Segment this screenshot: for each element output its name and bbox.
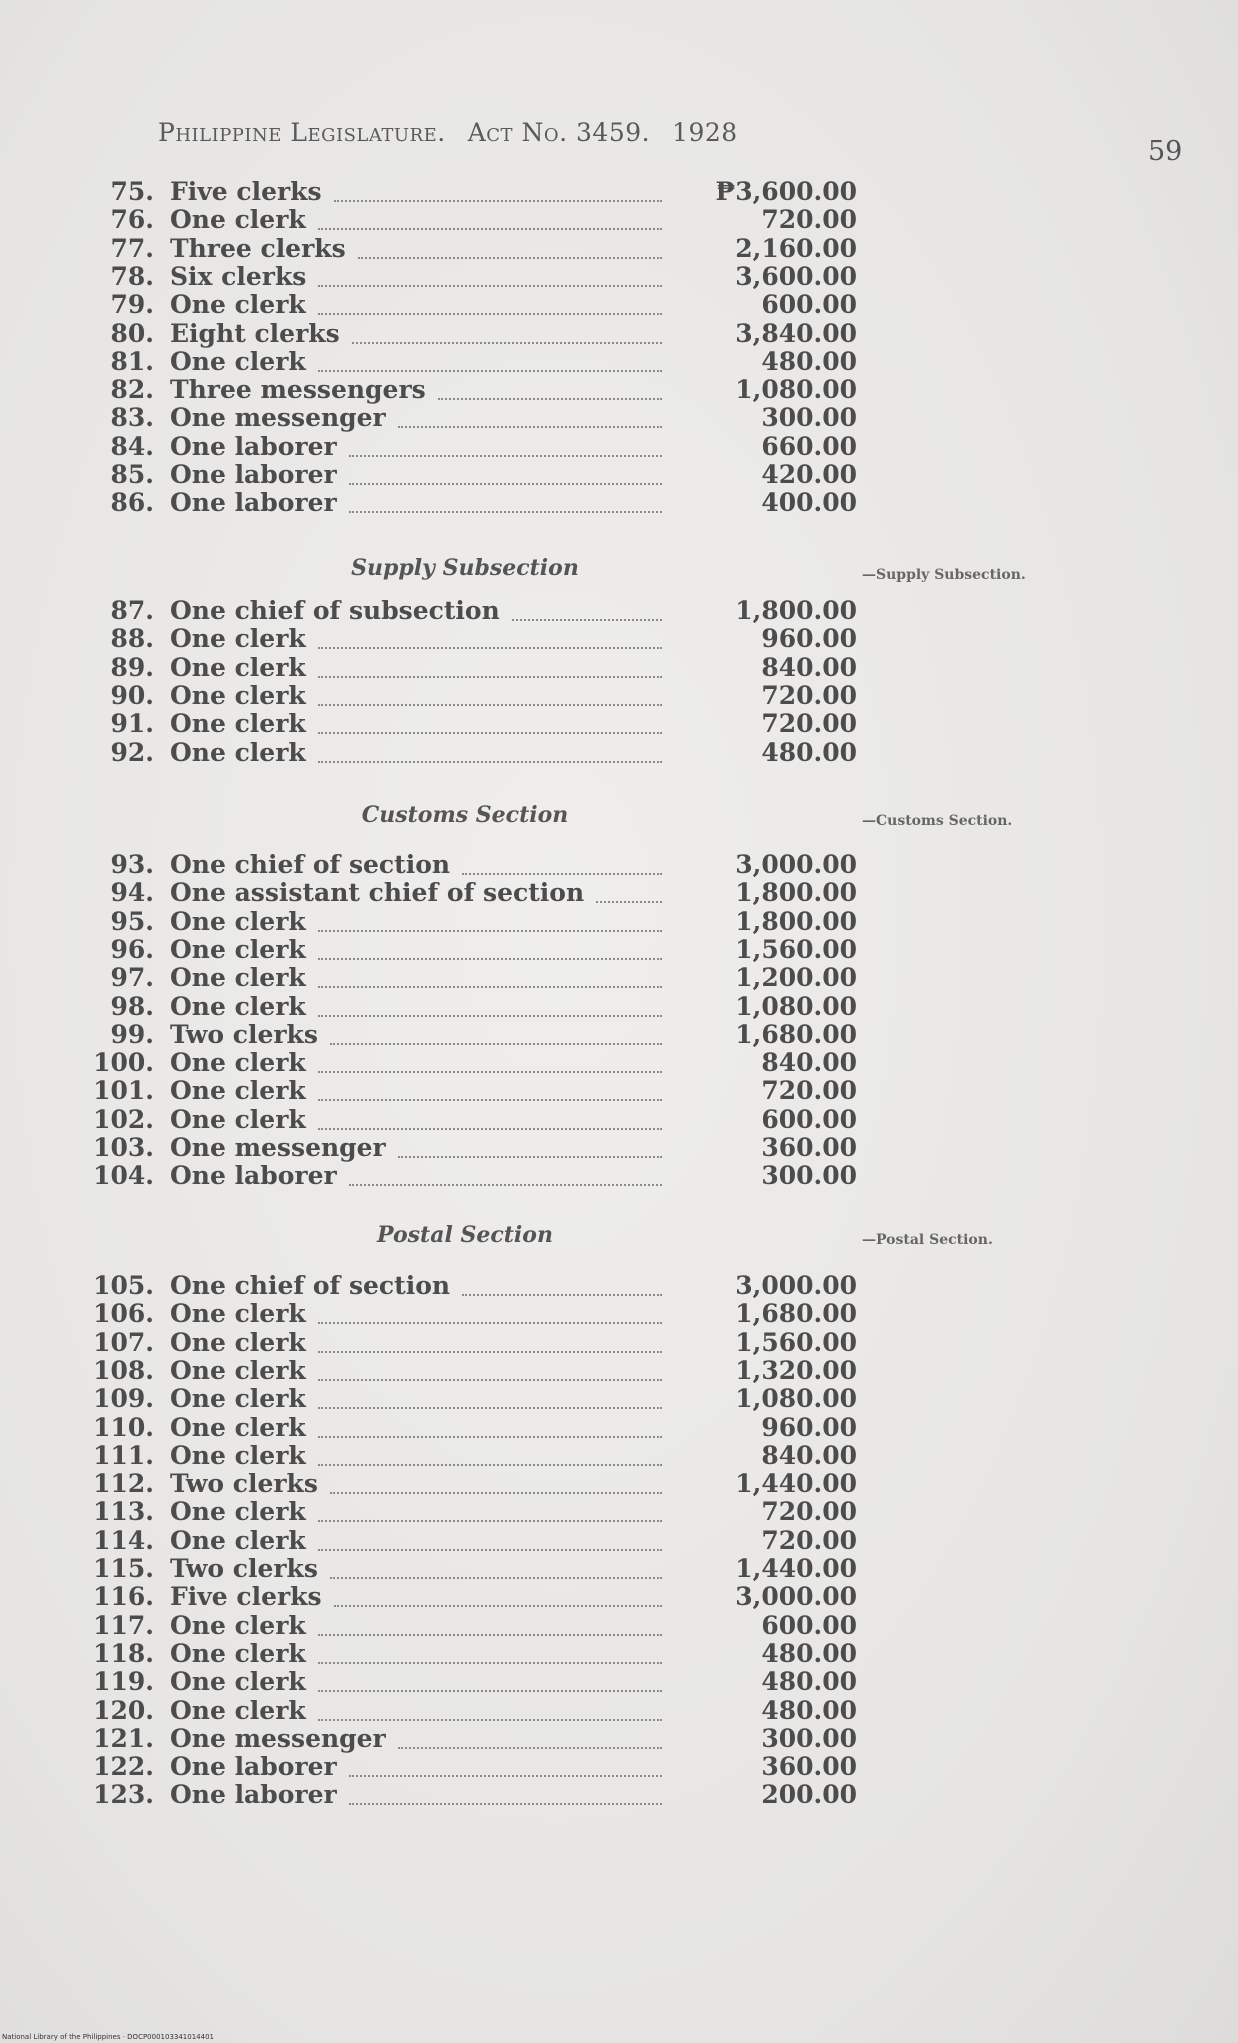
item-number: 121. bbox=[93, 1723, 154, 1753]
section-heading: Postal Section bbox=[377, 1222, 553, 1248]
item-number: 77. bbox=[110, 233, 154, 263]
line-item bbox=[0, 1612, 1238, 1640]
dot-leader bbox=[398, 1154, 662, 1158]
item-description: One clerk bbox=[170, 290, 306, 320]
header-act: Act No. 3459. bbox=[467, 118, 651, 147]
section-heading: Customs Section bbox=[361, 802, 569, 828]
item-number: 116. bbox=[93, 1582, 154, 1612]
item-number: 98. bbox=[110, 991, 154, 1021]
scan-credit: National Library of the Philippines · DOCP000103341014401 bbox=[2, 2033, 214, 2041]
item-amount: 3,600.00 bbox=[735, 261, 857, 291]
item-amount: 300.00 bbox=[761, 1161, 857, 1191]
item-amount: 600.00 bbox=[761, 1104, 857, 1134]
line-item bbox=[0, 489, 1238, 517]
line-item bbox=[0, 1725, 1238, 1753]
item-amount: 720.00 bbox=[761, 1076, 857, 1106]
dot-leader bbox=[318, 1688, 662, 1692]
dot-leader bbox=[349, 1801, 662, 1805]
item-description: One clerk bbox=[170, 680, 306, 710]
line-item bbox=[0, 1329, 1238, 1357]
item-number: 82. bbox=[110, 375, 154, 405]
item-number: 106. bbox=[93, 1299, 154, 1329]
dot-leader bbox=[352, 340, 662, 344]
dot-leader bbox=[330, 1490, 662, 1494]
item-number: 108. bbox=[93, 1355, 154, 1385]
item-number: 93. bbox=[110, 850, 154, 879]
page-number: 59 bbox=[1148, 136, 1183, 167]
line-item bbox=[0, 1162, 1238, 1190]
item-description: Eight clerks bbox=[170, 318, 340, 348]
item-description: One clerk bbox=[170, 991, 306, 1021]
item-description: One clerk bbox=[170, 1327, 306, 1357]
item-description: One clerk bbox=[170, 709, 306, 739]
item-description: One messenger bbox=[170, 403, 386, 433]
dot-leader bbox=[330, 1041, 662, 1045]
item-number: 97. bbox=[110, 963, 154, 993]
item-number: 117. bbox=[93, 1610, 154, 1640]
item-amount: 480.00 bbox=[761, 346, 857, 376]
item-number: 101. bbox=[93, 1076, 154, 1106]
line-item bbox=[0, 1640, 1238, 1668]
item-amount: 1,680.00 bbox=[735, 1299, 857, 1329]
dot-leader bbox=[398, 424, 662, 428]
item-amount: 400.00 bbox=[761, 488, 857, 518]
dot-leader bbox=[318, 645, 662, 649]
margin-note: —Supply Subsection. bbox=[862, 567, 1026, 583]
item-number: 109. bbox=[93, 1384, 154, 1414]
dot-leader bbox=[330, 1575, 662, 1579]
line-item bbox=[0, 1077, 1238, 1105]
line-item bbox=[0, 1357, 1238, 1385]
line-item bbox=[0, 320, 1238, 348]
line-item bbox=[0, 1583, 1238, 1611]
item-number: 114. bbox=[93, 1525, 154, 1555]
line-item bbox=[0, 1272, 1238, 1300]
item-description: One laborer bbox=[170, 1161, 337, 1191]
dot-leader bbox=[318, 1632, 662, 1636]
item-number: 81. bbox=[110, 346, 154, 376]
dot-leader bbox=[349, 1182, 662, 1186]
line-item bbox=[0, 1021, 1238, 1049]
line-item bbox=[0, 625, 1238, 653]
item-amount: 360.00 bbox=[761, 1133, 857, 1162]
line-item bbox=[0, 1106, 1238, 1134]
dot-leader bbox=[334, 198, 662, 202]
item-number: 111. bbox=[93, 1440, 154, 1470]
line-item bbox=[0, 1300, 1238, 1328]
dot-leader bbox=[318, 1405, 662, 1409]
line-item bbox=[0, 1385, 1238, 1413]
dot-leader bbox=[318, 702, 662, 706]
item-number: 107. bbox=[93, 1327, 154, 1357]
item-amount: 840.00 bbox=[761, 1048, 857, 1078]
item-number: 112. bbox=[93, 1469, 154, 1499]
line-item bbox=[0, 461, 1238, 489]
item-number: 84. bbox=[110, 431, 154, 461]
item-description: One assistant chief of section bbox=[170, 878, 585, 908]
item-amount: 3,000.00 bbox=[735, 1271, 857, 1300]
line-item bbox=[0, 1498, 1238, 1526]
item-amount: 600.00 bbox=[761, 1610, 857, 1640]
dot-leader bbox=[358, 255, 662, 259]
dot-leader bbox=[318, 1518, 662, 1522]
section-heading: Supply Subsection bbox=[351, 555, 579, 581]
margin-note: —Postal Section. bbox=[862, 1232, 993, 1248]
item-description: One laborer bbox=[170, 431, 337, 461]
dot-leader bbox=[318, 1434, 662, 1438]
item-amount: 720.00 bbox=[761, 1525, 857, 1555]
item-amount: 1,080.00 bbox=[735, 991, 857, 1021]
item-amount: 480.00 bbox=[761, 1695, 857, 1725]
item-number: 92. bbox=[110, 737, 154, 767]
line-item bbox=[0, 263, 1238, 291]
line-item bbox=[0, 1134, 1238, 1162]
dot-leader bbox=[398, 1745, 662, 1749]
line-item bbox=[0, 993, 1238, 1021]
line-item bbox=[0, 682, 1238, 710]
line-item bbox=[0, 1442, 1238, 1470]
item-description: One clerk bbox=[170, 624, 306, 654]
dot-leader bbox=[318, 1013, 662, 1017]
line-item bbox=[0, 739, 1238, 767]
item-amount: 960.00 bbox=[761, 1412, 857, 1442]
line-item bbox=[0, 376, 1238, 404]
line-item bbox=[0, 1753, 1238, 1781]
item-description: One laborer bbox=[170, 488, 337, 518]
item-amount: 420.00 bbox=[761, 460, 857, 489]
line-item bbox=[0, 433, 1238, 461]
item-amount: ₱3,600.00 bbox=[715, 177, 857, 206]
item-amount: 1,080.00 bbox=[735, 375, 857, 405]
item-number: 80. bbox=[110, 318, 154, 348]
line-item bbox=[0, 291, 1238, 319]
item-description: One clerk bbox=[170, 1638, 306, 1668]
dot-leader bbox=[318, 1717, 662, 1721]
item-number: 87. bbox=[110, 596, 154, 625]
line-item bbox=[0, 1781, 1238, 1809]
item-description: One clerk bbox=[170, 346, 306, 376]
dot-leader bbox=[318, 984, 662, 988]
item-number: 90. bbox=[110, 680, 154, 710]
dot-leader bbox=[462, 871, 662, 875]
item-number: 95. bbox=[110, 906, 154, 936]
item-description: Three messengers bbox=[170, 375, 426, 405]
dot-leader bbox=[462, 1292, 662, 1296]
item-amount: 300.00 bbox=[761, 403, 857, 433]
item-amount: 660.00 bbox=[761, 431, 857, 461]
running-header bbox=[158, 118, 738, 147]
dot-leader bbox=[318, 368, 662, 372]
item-amount: 1,440.00 bbox=[735, 1554, 857, 1583]
item-number: 103. bbox=[93, 1133, 154, 1162]
item-description: One clerk bbox=[170, 1048, 306, 1078]
item-description: One clerk bbox=[170, 652, 306, 682]
dot-leader bbox=[318, 1349, 662, 1353]
item-amount: 200.00 bbox=[761, 1780, 857, 1810]
item-description: One clerk bbox=[170, 1384, 306, 1414]
item-number: 89. bbox=[110, 652, 154, 682]
dot-leader bbox=[318, 1462, 662, 1466]
line-item bbox=[0, 964, 1238, 992]
item-description: Three clerks bbox=[170, 233, 346, 263]
item-description: One clerk bbox=[170, 1667, 306, 1697]
dot-leader bbox=[318, 674, 662, 678]
dot-leader bbox=[438, 396, 662, 400]
item-amount: 1,200.00 bbox=[735, 963, 857, 993]
line-item bbox=[0, 1555, 1238, 1583]
item-description: One laborer bbox=[170, 1752, 337, 1782]
item-amount: 720.00 bbox=[761, 1497, 857, 1527]
dot-leader bbox=[349, 453, 662, 457]
dot-leader bbox=[349, 481, 662, 485]
item-number: 86. bbox=[110, 488, 154, 518]
header-year: 1928 bbox=[672, 118, 738, 147]
dot-leader bbox=[318, 311, 662, 315]
item-amount: 3,000.00 bbox=[735, 1582, 857, 1612]
item-amount: 1,560.00 bbox=[735, 934, 857, 964]
dot-leader bbox=[318, 928, 662, 932]
line-item bbox=[0, 1414, 1238, 1442]
item-description: One clerk bbox=[170, 1695, 306, 1725]
item-amount: 1,080.00 bbox=[735, 1384, 857, 1414]
dot-leader bbox=[512, 617, 662, 621]
item-amount: 1,560.00 bbox=[735, 1327, 857, 1357]
item-amount: 480.00 bbox=[761, 1638, 857, 1668]
item-description: One chief of section bbox=[170, 1271, 451, 1300]
item-number: 78. bbox=[110, 261, 154, 291]
item-amount: 3,840.00 bbox=[735, 318, 857, 348]
line-item bbox=[0, 348, 1238, 376]
item-amount: 840.00 bbox=[761, 1440, 857, 1470]
header-legislature: Philippine Legislature. bbox=[158, 118, 446, 147]
item-number: 122. bbox=[93, 1752, 154, 1782]
dot-leader bbox=[318, 226, 662, 230]
line-item bbox=[0, 1470, 1238, 1498]
line-item bbox=[0, 235, 1238, 263]
dot-leader bbox=[318, 1126, 662, 1130]
line-item bbox=[0, 1697, 1238, 1725]
item-amount: 1,680.00 bbox=[735, 1019, 857, 1049]
dot-leader bbox=[318, 1097, 662, 1101]
item-description: One clerk bbox=[170, 1076, 306, 1106]
line-item bbox=[0, 206, 1238, 234]
item-number: 99. bbox=[110, 1019, 154, 1049]
item-description: Two clerks bbox=[170, 1554, 318, 1583]
item-number: 91. bbox=[110, 709, 154, 739]
item-amount: 480.00 bbox=[761, 1667, 857, 1697]
item-amount: 960.00 bbox=[761, 624, 857, 654]
item-description: One clerk bbox=[170, 1525, 306, 1555]
item-amount: 720.00 bbox=[761, 680, 857, 710]
dot-leader bbox=[318, 283, 662, 287]
item-number: 115. bbox=[93, 1554, 154, 1583]
margin-note: —Customs Section. bbox=[862, 813, 1013, 829]
item-amount: 1,320.00 bbox=[735, 1355, 857, 1385]
item-number: 75. bbox=[110, 177, 154, 206]
item-number: 94. bbox=[110, 878, 154, 908]
item-number: 123. bbox=[93, 1780, 154, 1810]
item-amount: 720.00 bbox=[761, 205, 857, 235]
item-description: One clerk bbox=[170, 906, 306, 936]
item-number: 83. bbox=[110, 403, 154, 433]
item-amount: 1,800.00 bbox=[735, 878, 857, 908]
item-description: One laborer bbox=[170, 1780, 337, 1810]
item-description: Five clerks bbox=[170, 1582, 322, 1612]
dot-leader bbox=[349, 1773, 662, 1777]
line-item bbox=[0, 908, 1238, 936]
dot-leader bbox=[318, 1377, 662, 1381]
item-amount: 300.00 bbox=[761, 1723, 857, 1753]
line-item bbox=[0, 1049, 1238, 1077]
item-amount: 600.00 bbox=[761, 290, 857, 320]
item-description: One clerk bbox=[170, 1610, 306, 1640]
item-description: One clerk bbox=[170, 963, 306, 993]
item-description: One clerk bbox=[170, 1104, 306, 1134]
dot-leader bbox=[596, 899, 662, 903]
item-number: 100. bbox=[93, 1048, 154, 1078]
item-amount: 1,800.00 bbox=[735, 906, 857, 936]
item-amount: 480.00 bbox=[761, 737, 857, 767]
line-item bbox=[0, 710, 1238, 738]
item-number: 118. bbox=[93, 1638, 154, 1668]
line-item bbox=[0, 404, 1238, 432]
line-item bbox=[0, 1527, 1238, 1555]
item-amount: 360.00 bbox=[761, 1752, 857, 1782]
dot-leader bbox=[349, 509, 662, 513]
item-number: 120. bbox=[93, 1695, 154, 1725]
item-description: One clerk bbox=[170, 934, 306, 964]
line-item bbox=[0, 851, 1238, 879]
dot-leader bbox=[318, 1069, 662, 1073]
item-amount: 1,440.00 bbox=[735, 1469, 857, 1499]
line-item bbox=[0, 178, 1238, 206]
item-description: One clerk bbox=[170, 1299, 306, 1329]
item-description: One clerk bbox=[170, 1497, 306, 1527]
item-description: One clerk bbox=[170, 1440, 306, 1470]
item-description: One clerk bbox=[170, 205, 306, 235]
line-item bbox=[0, 879, 1238, 907]
item-number: 85. bbox=[110, 460, 154, 489]
item-description: Two clerks bbox=[170, 1469, 318, 1499]
item-description: One chief of section bbox=[170, 850, 451, 879]
item-description: Six clerks bbox=[170, 261, 307, 291]
dot-leader bbox=[318, 956, 662, 960]
item-number: 96. bbox=[110, 934, 154, 964]
item-description: One messenger bbox=[170, 1133, 386, 1162]
item-number: 119. bbox=[93, 1667, 154, 1697]
dot-leader bbox=[318, 730, 662, 734]
item-amount: 840.00 bbox=[761, 652, 857, 682]
item-number: 102. bbox=[93, 1104, 154, 1134]
item-description: Two clerks bbox=[170, 1019, 318, 1049]
item-number: 104. bbox=[93, 1161, 154, 1191]
item-number: 113. bbox=[93, 1497, 154, 1527]
item-description: Five clerks bbox=[170, 177, 322, 206]
line-item bbox=[0, 1668, 1238, 1696]
dot-leader bbox=[318, 759, 662, 763]
dot-leader bbox=[318, 1660, 662, 1664]
item-description: One chief of subsection bbox=[170, 596, 500, 625]
item-description: One clerk bbox=[170, 737, 306, 767]
item-description: One clerk bbox=[170, 1355, 306, 1385]
item-amount: 2,160.00 bbox=[735, 233, 857, 263]
line-item bbox=[0, 597, 1238, 625]
item-number: 110. bbox=[93, 1412, 154, 1442]
item-number: 88. bbox=[110, 624, 154, 654]
line-item bbox=[0, 654, 1238, 682]
line-item bbox=[0, 936, 1238, 964]
dot-leader bbox=[334, 1603, 662, 1607]
item-number: 105. bbox=[93, 1271, 154, 1300]
item-description: One laborer bbox=[170, 460, 337, 489]
item-number: 79. bbox=[110, 290, 154, 320]
item-number: 76. bbox=[110, 205, 154, 235]
dot-leader bbox=[318, 1547, 662, 1551]
item-amount: 720.00 bbox=[761, 709, 857, 739]
item-description: One messenger bbox=[170, 1723, 386, 1753]
item-description: One clerk bbox=[170, 1412, 306, 1442]
item-amount: 3,000.00 bbox=[735, 850, 857, 879]
dot-leader bbox=[318, 1320, 662, 1324]
item-amount: 1,800.00 bbox=[735, 596, 857, 625]
